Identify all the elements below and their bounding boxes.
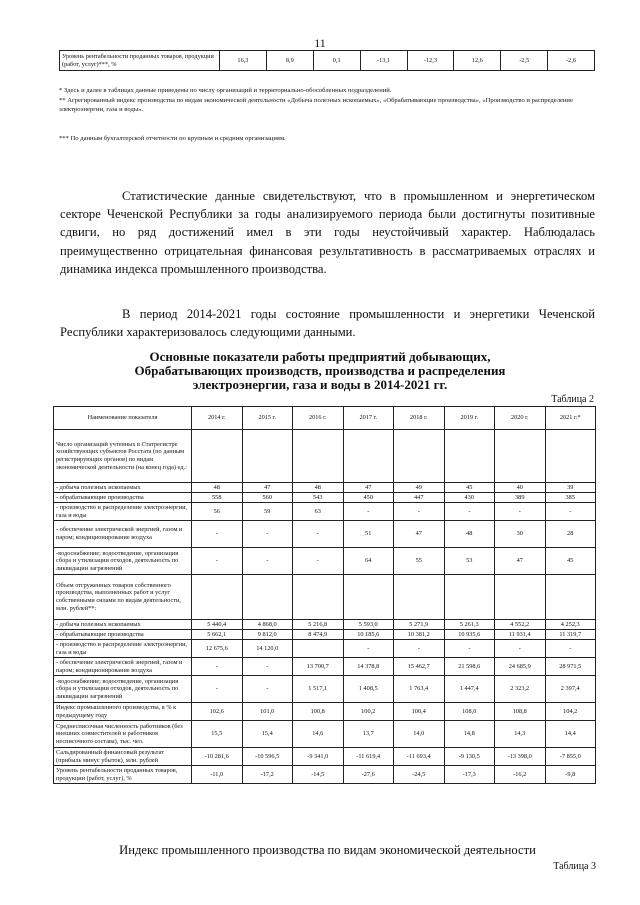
table-cell: 4 552,2 (495, 620, 546, 630)
table-cell: 51 (343, 521, 394, 548)
table-cell: -9 130,5 (444, 748, 495, 766)
row-label: Уровень рентабельности проданных товаров, продукции (работ, услуг)***, % (60, 51, 220, 71)
table-cell: -7 855,0 (545, 748, 596, 766)
table-row (54, 703, 596, 721)
table-row (54, 430, 596, 483)
table-cell: 53 (444, 548, 495, 575)
table3-title: Индекс промышленного производства по видам экономической деятельности (119, 843, 536, 857)
table-cell: - (495, 640, 546, 658)
table-cell: 16,3 (220, 51, 267, 71)
table-cell: 5 593,0 (343, 620, 394, 630)
table-row (54, 483, 596, 493)
table-cell: - (444, 503, 495, 521)
table-cell: 14 378,8 (343, 658, 394, 676)
table-cell: 47 (394, 521, 445, 548)
table-cell: 100,8 (293, 703, 344, 721)
table-cell: 55 (394, 548, 445, 575)
table-cell: 104,2 (545, 703, 596, 721)
paragraph-2-text: В период 2014-2021 годы состояние промышленности и энергетики Чеченской Республики характеризовалось следующими данными. (60, 307, 595, 340)
table-cell: 14,6 (293, 721, 344, 748)
column-header: 2014 г. (192, 407, 243, 430)
table-cell: 11 319,7 (545, 630, 596, 640)
table-cell: 11 931,4 (495, 630, 546, 640)
table-cell: - (293, 521, 344, 548)
table-cell: 10 185,6 (343, 630, 394, 640)
row-label: Сальдированный финансовый результат (прибыль минус убыток), млн. рублей (54, 748, 192, 766)
table-cell (444, 430, 495, 483)
table-cell: 5 271,9 (394, 620, 445, 630)
table-cell: 45 (444, 483, 495, 493)
row-label: Объем отгруженных товаров собственного производства, выполненных работ и услуг собственными силами по видам деятельности, млн. рублей**: (54, 575, 192, 620)
table-cell: 450 (343, 493, 394, 503)
table-cell: 13,7 (343, 721, 394, 748)
table-cell: - (242, 676, 293, 703)
table-cell: 5 662,1 (192, 630, 243, 640)
table-cell: -24,5 (394, 766, 445, 784)
table-cell: 108,8 (495, 703, 546, 721)
table-cell: 389 (495, 493, 546, 503)
table-cell: 45 (545, 548, 596, 575)
table-row (54, 493, 596, 503)
table-cell: 2 323,2 (495, 676, 546, 703)
table-row (54, 766, 596, 784)
table-cell: 30 (495, 521, 546, 548)
table-cell: -11 619,4 (343, 748, 394, 766)
column-header: 2015 г. (242, 407, 293, 430)
table-cell: - (495, 503, 546, 521)
table-cell: -2,6 (548, 51, 595, 71)
table-cell: -17,2 (242, 766, 293, 784)
table-cell: -2,5 (501, 51, 548, 71)
row-label: - обеспечение электрической энергией, газом и паром; кондиционирование воздуха (54, 658, 192, 676)
table-cell: 2 397,4 (545, 676, 596, 703)
paragraph-1-text: Статистические данные свидетельствуют, что в промышленном и энергетическом секторе Чеченской Республики за годы анализируемого периода были достигнуты позитивные сдвиги, но ряд достижений имел в эти годы неустойчивый характер. Наблюдалась преимущественно отрицательная финансовая результативность в рассматриваемых отраслях и динамика индекса промышленного производства. (60, 189, 595, 276)
table-cell: -27,6 (343, 766, 394, 784)
column-header: 2018 г. (394, 407, 445, 430)
footnote-3: *** По данным бухгалтерской отчетности по крупным и средним организациям. (59, 135, 286, 142)
table-cell: -10 596,5 (242, 748, 293, 766)
table-cell: - (545, 640, 596, 658)
table-cell: 56 (192, 503, 243, 521)
table-cell: 47 (343, 483, 394, 493)
table-cell: 12,6 (454, 51, 501, 71)
table-row (54, 630, 596, 640)
table-cell: - (192, 676, 243, 703)
table-cell: 9 812,0 (242, 630, 293, 640)
table-cell: -17,3 (444, 766, 495, 784)
table-cell: - (192, 658, 243, 676)
table-cell: 15,5 (192, 721, 243, 748)
table-cell: -11,0 (192, 766, 243, 784)
table-cell: 10 935,6 (444, 630, 495, 640)
table-cell: 40 (495, 483, 546, 493)
table-cell: 101,0 (242, 703, 293, 721)
table-cell: -10 281,6 (192, 748, 243, 766)
table-cell: - (343, 503, 394, 521)
paragraph-2 (60, 305, 595, 341)
table-cell (343, 430, 394, 483)
row-label: - обеспечение электрической энергией, газом и паром; кондиционирование воздуха (54, 521, 192, 548)
table-cell (293, 575, 344, 620)
top-table (59, 50, 595, 71)
table-cell: - (444, 640, 495, 658)
table-cell: 21 598,6 (444, 658, 495, 676)
row-label: Среднесписочная численность работников (без внешних совместителей и работников несписочного состава), тыс. чел. (54, 721, 192, 748)
column-header: 2019 г. (444, 407, 495, 430)
table-cell: - (394, 640, 445, 658)
table-row (54, 503, 596, 521)
table-cell (394, 575, 445, 620)
table-cell: 1 447,4 (444, 676, 495, 703)
row-label: - производство и распределение электроэнергии, газа и воды (54, 503, 192, 521)
column-header: 2021 г.* (545, 407, 596, 430)
table-cell: 8,9 (266, 51, 313, 71)
table-cell: 5 261,3 (444, 620, 495, 630)
table2-label: Таблица 2 (551, 394, 594, 405)
row-label: - добыча полезных ископаемых (54, 620, 192, 630)
main-table-body (54, 430, 596, 784)
table3-label: Таблица 3 (553, 861, 596, 872)
table-cell: 1 408,5 (343, 676, 394, 703)
table-cell: - (242, 521, 293, 548)
table-cell: 1 763,4 (394, 676, 445, 703)
table-cell: -9,8 (545, 766, 596, 784)
footnote-2: ** Агрегированный индекс производства по видам экономической деятельности «Добыча полезных ископаемых», «Обрабатывающие производства», «Производство и распределение электроэнергии, газа и воды». (59, 97, 573, 113)
table2-title (70, 350, 570, 392)
row-label: Число организаций учтенных в Статрегистре хозяйствующих субъектов Росстата (по данным регистрирующих органов) по видам экономической деятельности (на конец года) ед.: (54, 430, 192, 483)
table-cell: - (242, 548, 293, 575)
table-cell: 14,8 (444, 721, 495, 748)
row-label: -водоснабжение; водоотведение, организация сбора и утилизации отходов, деятельность по ликвидации загрязнений (54, 676, 192, 703)
table-cell: 385 (545, 493, 596, 503)
table-cell (545, 575, 596, 620)
table-cell: 4 868,0 (242, 620, 293, 630)
table-cell: -14,5 (293, 766, 344, 784)
table-cell (192, 430, 243, 483)
table-row (54, 640, 596, 658)
row-label: - производство и распределение электроэнергии, газа и воды (54, 640, 192, 658)
table-header-row (54, 407, 596, 430)
table-row (54, 658, 596, 676)
table-cell: 543 (293, 493, 344, 503)
footnote-1: * Здесь и далее в таблицах данные приведены по числу организаций и территориально-обособленных подразделений. (59, 87, 392, 94)
paragraph-1 (60, 187, 595, 278)
table-cell: 49 (394, 483, 445, 493)
table-cell (495, 575, 546, 620)
table-cell: - (192, 548, 243, 575)
row-label: - добыча полезных ископаемых (54, 483, 192, 493)
table-cell: 430 (444, 493, 495, 503)
table-cell: 13 700,7 (293, 658, 344, 676)
table-cell (242, 575, 293, 620)
table-cell (343, 575, 394, 620)
table-cell: 1 517,1 (293, 676, 344, 703)
table-row (54, 548, 596, 575)
table-cell: 12 675,6 (192, 640, 243, 658)
table-cell: - (343, 640, 394, 658)
table-cell: 558 (192, 493, 243, 503)
column-header: 2020 г. (495, 407, 546, 430)
row-label: Уровень рентабельности проданных товаров, продукции (работ, услуг), % (54, 766, 192, 784)
column-header: 2016 г. (293, 407, 344, 430)
table-cell: - (242, 658, 293, 676)
table-cell: 64 (343, 548, 394, 575)
table2-title-line: Основные показатели работы предприятий добывающих, (149, 349, 491, 364)
table-cell (444, 575, 495, 620)
table-cell: 0,1 (313, 51, 360, 71)
table2-title-line: электроэнергии, газа и воды в 2014-2021 гг. (192, 377, 448, 392)
table-cell: -13,1 (360, 51, 407, 71)
table-cell: 100,2 (343, 703, 394, 721)
table-cell: 100,4 (394, 703, 445, 721)
table-cell: 39 (545, 483, 596, 493)
table-cell: 47 (242, 483, 293, 493)
table-cell (192, 575, 243, 620)
table-cell: 447 (394, 493, 445, 503)
table-cell (242, 430, 293, 483)
table-cell: 108,0 (444, 703, 495, 721)
table-cell: 4 252,3 (545, 620, 596, 630)
row-label: - обрабатывающие производства (54, 493, 192, 503)
table-cell: 5 216,8 (293, 620, 344, 630)
table-cell (293, 430, 344, 483)
table-row (60, 51, 595, 71)
table-cell: 10 381,2 (394, 630, 445, 640)
page-number: 11 (314, 36, 326, 50)
table-row (54, 748, 596, 766)
table-cell: 5 440,4 (192, 620, 243, 630)
table-cell: -9 341,0 (293, 748, 344, 766)
table-cell: 14,4 (545, 721, 596, 748)
table2-title-line: Обрабатывающих производств, производства и распределения (134, 363, 506, 378)
table-row (54, 676, 596, 703)
table-cell: -12,3 (407, 51, 454, 71)
table-row (54, 575, 596, 620)
row-label: -водоснабжение; водоотведение, организация сбора и утилизации отходов, деятельность по ликвидации загрязнений (54, 548, 192, 575)
main-table (53, 406, 596, 784)
table-cell: -13 398,0 (495, 748, 546, 766)
table-cell: - (545, 503, 596, 521)
table-cell: 28 (545, 521, 596, 548)
table-cell: 48 (444, 521, 495, 548)
table-cell: - (394, 503, 445, 521)
row-label: - обрабатывающие производства (54, 630, 192, 640)
table-cell: 28 971,5 (545, 658, 596, 676)
table-cell (293, 640, 344, 658)
table-cell: 14 120,0 (242, 640, 293, 658)
table-row (54, 521, 596, 548)
table-cell: 8 474,9 (293, 630, 344, 640)
table-cell: 560 (242, 493, 293, 503)
table-cell (495, 430, 546, 483)
table-cell: 24 685,9 (495, 658, 546, 676)
column-header: Наименование показателя (54, 407, 192, 430)
row-label: Индекс промышленного производства, в % к предыдущему году (54, 703, 192, 721)
table-cell: 47 (495, 548, 546, 575)
table-cell: 48 (293, 483, 344, 493)
table-cell: - (293, 548, 344, 575)
table-cell (394, 430, 445, 483)
table-row (54, 721, 596, 748)
table-cell: 59 (242, 503, 293, 521)
table-cell: 15,4 (242, 721, 293, 748)
table-cell: -11 693,4 (394, 748, 445, 766)
table-cell: 63 (293, 503, 344, 521)
table-cell: 14,0 (394, 721, 445, 748)
table-row (54, 620, 596, 630)
table-cell: 15 462,7 (394, 658, 445, 676)
table-cell: 48 (192, 483, 243, 493)
table-cell: 102,6 (192, 703, 243, 721)
column-header: 2017 г. (343, 407, 394, 430)
table-cell: - (192, 521, 243, 548)
table-cell (545, 430, 596, 483)
table-cell: 14,3 (495, 721, 546, 748)
table-cell: -16,2 (495, 766, 546, 784)
